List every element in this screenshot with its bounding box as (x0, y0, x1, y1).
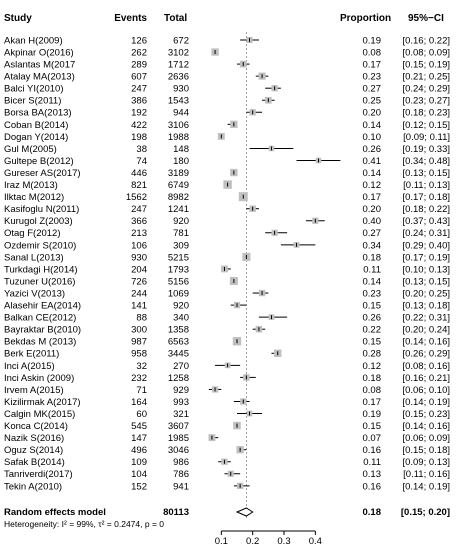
table-row (4, 337, 450, 348)
table-row (4, 132, 450, 143)
table-row (4, 72, 450, 83)
ci-value: [0.06; 0.10] (402, 384, 450, 396)
table-row (4, 361, 450, 372)
proportion-value: 0.15 (362, 421, 381, 432)
proportion-value: 0.26 (362, 143, 381, 155)
total-value: 3106 (167, 119, 189, 131)
events-value: 141 (131, 300, 147, 312)
ci-value: [0.08; 0.09] (402, 47, 450, 59)
study-name: Calgin MK(2015) (4, 408, 76, 420)
ci-value: [0.34; 0.48] (402, 155, 450, 167)
study-name: Bekdas M (2013) (4, 336, 77, 348)
proportion-value: 0.23 (362, 71, 381, 83)
table-row (4, 35, 450, 46)
total-value: 3102 (167, 47, 189, 59)
proportion-value: 0.34 (362, 240, 381, 252)
proportion-value: 0.14 (362, 167, 381, 179)
ci-value: [0.10; 0.13] (402, 264, 450, 276)
summary-proportion: 0.18 (362, 507, 381, 518)
events-value: 247 (131, 204, 147, 216)
ci-value: [0.23; 0.27] (402, 95, 450, 107)
table-row (4, 288, 450, 299)
table-row (4, 144, 450, 155)
ci-value: [0.17; 0.18] (402, 192, 450, 204)
table-row (4, 325, 450, 336)
study-name: Konca C(2014) (4, 421, 68, 432)
proportion-value: 0.41 (362, 155, 381, 167)
ci-value: [0.12; 0.15] (402, 119, 450, 131)
total-value: 3046 (167, 445, 189, 457)
total-value: 8982 (167, 192, 189, 204)
events-value: 198 (131, 131, 147, 143)
ci-value: [0.21; 0.25] (402, 71, 450, 83)
proportion-value: 0.25 (362, 95, 381, 107)
total-value: 180 (173, 155, 189, 167)
table-row (4, 313, 450, 324)
study-name: Akpinar O(2016) (4, 47, 74, 59)
total-value: 1241 (167, 204, 189, 216)
study-name: Nazik S(2016) (4, 433, 65, 445)
study-name: Iraz M(2013) (4, 180, 58, 191)
study-name: Dogan Y(2014) (4, 131, 69, 143)
proportion-value: 0.11 (363, 457, 381, 469)
study-name: Safak B(2014) (4, 457, 65, 469)
events-value: 88 (136, 312, 147, 324)
total-value: 781 (173, 228, 189, 240)
proportion-value: 0.28 (362, 348, 381, 360)
ci-value: [0.29; 0.40] (402, 240, 450, 252)
x-axis-tick-label: 0.4 (308, 536, 322, 547)
study-name: Gul M(2005) (4, 143, 57, 155)
proportion-value: 0.08 (362, 384, 381, 396)
events-value: 71 (136, 384, 147, 396)
ci-value: [0.13; 0.18] (402, 300, 450, 312)
ci-value: [0.37; 0.43] (402, 216, 450, 228)
events-value: 147 (131, 433, 147, 445)
study-name: Inci Askin (2009) (4, 372, 75, 384)
ci-value: [0.13; 0.15] (402, 276, 450, 288)
study-name: Atalay MA(2013) (4, 71, 75, 83)
events-value: 821 (131, 180, 147, 191)
study-name: Kizilirmak A(2017) (4, 396, 81, 408)
total-value: 1069 (167, 288, 189, 300)
table-row (4, 433, 450, 444)
total-value: 944 (173, 107, 189, 119)
total-value: 6749 (167, 180, 189, 191)
total-value: 6563 (167, 336, 189, 348)
ci-value: [0.15; 0.18] (402, 445, 450, 457)
ci-value: [0.24; 0.29] (402, 83, 450, 95)
study-name: Ozdemir S(2010) (4, 240, 77, 252)
proportion-value: 0.15 (362, 300, 381, 312)
events-value: 204 (131, 264, 147, 276)
study-name: Turkdagi H(2014) (4, 264, 78, 276)
table-row (4, 96, 450, 107)
events-value: 300 (131, 324, 147, 336)
x-axis-tick-label: 0.1 (214, 536, 228, 547)
ci-value: [0.06; 0.09] (402, 433, 450, 445)
proportion-value: 0.16 (362, 445, 381, 457)
study-name: Yazici V(2013) (4, 288, 66, 300)
study-name: Borsa BA(2013) (4, 107, 72, 119)
total-value: 309 (173, 240, 189, 252)
total-value: 1358 (167, 324, 189, 336)
ci-value: [0.16; 0.22] (402, 35, 450, 47)
study-name: Oguz S(2014) (4, 445, 64, 457)
ci-value: [0.11; 0.13] (403, 180, 450, 191)
ci-value: [0.09; 0.13] (402, 457, 450, 469)
events-value: 74 (136, 155, 147, 167)
total-value: 340 (173, 312, 189, 324)
study-name: Inci A(2015) (4, 360, 55, 372)
total-value: 1985 (167, 433, 189, 445)
ci-value: [0.15; 0.19] (402, 59, 450, 71)
events-value: 164 (131, 396, 147, 408)
summary-label: Random effects model (4, 507, 106, 518)
x-axis-tick-label: 0.2 (246, 536, 260, 547)
ci-value: [0.17; 0.19] (402, 252, 450, 264)
table-row (4, 421, 450, 432)
total-value: 930 (173, 83, 189, 95)
events-value: 422 (131, 119, 147, 131)
ci-value: [0.14; 0.19] (402, 396, 450, 408)
table-row (4, 481, 450, 492)
study-rows (4, 35, 450, 492)
proportion-value: 0.26 (362, 312, 381, 324)
events-value: 930 (131, 252, 147, 264)
ci-value: [0.26; 0.29] (402, 348, 450, 360)
table-row (4, 216, 450, 227)
ci-value: [0.16; 0.21] (402, 372, 450, 384)
proportion-value: 0.23 (362, 288, 381, 300)
ci-value: [0.19; 0.33] (402, 143, 450, 155)
total-value: 1543 (167, 95, 189, 107)
total-value: 270 (173, 360, 189, 372)
table-row (4, 204, 450, 215)
total-value: 3445 (167, 348, 189, 360)
proportion-value: 0.17 (362, 59, 381, 71)
total-value: 993 (173, 396, 189, 408)
study-name: Gultepe B(2012) (4, 155, 74, 167)
ci-value: [0.14; 0.16] (402, 421, 450, 432)
total-value: 1712 (167, 59, 189, 71)
ci-value: [0.22; 0.31] (402, 312, 450, 324)
events-value: 366 (131, 216, 147, 228)
ci-value: [0.18; 0.22] (402, 204, 450, 216)
events-value: 109 (131, 457, 147, 469)
events-value: 262 (131, 47, 147, 59)
summary-ci: [0.15; 0.20] (400, 507, 450, 518)
events-value: 152 (131, 481, 147, 493)
proportion-value: 0.17 (362, 396, 381, 408)
table-row (4, 397, 450, 408)
events-value: 213 (131, 228, 147, 240)
x-axis (215, 531, 322, 547)
summary-total: 80113 (163, 507, 189, 518)
summary-diamond (237, 508, 253, 516)
total-value: 1258 (167, 372, 189, 384)
study-name: Akan H(2009) (4, 35, 63, 47)
table-row (4, 180, 450, 191)
events-value: 106 (131, 240, 147, 252)
proportion-value: 0.14 (362, 276, 381, 288)
study-name: Bayraktar B(2010) (4, 324, 82, 336)
proportion-value: 0.15 (362, 336, 381, 348)
table-row (4, 47, 450, 58)
ci-value: [0.08; 0.16] (402, 360, 450, 372)
proportion-value: 0.17 (362, 192, 381, 204)
study-name: Aslantas M(2017 (4, 59, 76, 71)
study-name: Bicer S(2011) (4, 95, 62, 107)
table-row (4, 385, 450, 396)
heterogeneity-text: Heterogeneity: I² = 99%, τ² = 0.2474, p = 0 (4, 519, 164, 529)
proportion-value: 0.27 (362, 83, 381, 95)
total-value: 920 (173, 300, 189, 312)
study-name: Ilktac M(2012) (4, 192, 65, 204)
proportion-value: 0.40 (362, 216, 381, 228)
events-value: 247 (131, 83, 147, 95)
ci-value: [0.13; 0.15] (402, 167, 450, 179)
total-value: 2636 (167, 71, 189, 83)
events-value: 104 (131, 469, 147, 481)
study-name: Berk E(2011) (4, 348, 60, 360)
total-value: 986 (173, 457, 189, 469)
summary-row (4, 507, 450, 518)
events-value: 726 (131, 276, 147, 288)
table-row (4, 301, 450, 312)
total-value: 1988 (167, 131, 189, 143)
table-row (4, 84, 450, 95)
study-name: Balkan CE(2012) (4, 312, 77, 324)
total-value: 5156 (167, 276, 189, 288)
proportion-value: 0.27 (362, 228, 381, 240)
total-value: 5215 (167, 252, 189, 264)
ci-value: [0.20; 0.25] (402, 288, 450, 300)
proportion-value: 0.12 (362, 360, 381, 372)
events-value: 987 (131, 336, 147, 348)
study-name: Tanriverdi(2017) (4, 469, 73, 481)
proportion-value: 0.10 (362, 131, 381, 143)
table-row (4, 240, 450, 251)
events-value: 496 (131, 445, 147, 457)
events-value: 1562 (125, 192, 147, 204)
events-value: 32 (136, 360, 147, 372)
study-name: Otag F(2012) (4, 228, 61, 240)
total-value: 321 (173, 408, 189, 420)
study-name: Kasifoglu N(2011) (4, 204, 80, 216)
ci-value: [0.11; 0.16] (403, 469, 450, 481)
events-value: 232 (131, 372, 147, 384)
events-value: 38 (136, 143, 147, 155)
table-row (4, 457, 450, 468)
study-name: Balci YI(2010) (4, 83, 64, 95)
table-row (4, 264, 450, 275)
ci-value: [0.20; 0.24] (402, 324, 450, 336)
study-name: Gureser AS(2017) (4, 167, 81, 179)
study-name: Tekin A(2010) (4, 481, 63, 493)
header-total: Total (164, 13, 188, 24)
proportion-value: 0.18 (362, 372, 381, 384)
total-value: 786 (173, 469, 189, 481)
header-proportion: Proportion (340, 13, 392, 24)
proportion-value: 0.18 (362, 252, 381, 264)
table-row (4, 156, 450, 167)
table-row (4, 445, 450, 456)
proportion-value: 0.20 (362, 107, 381, 119)
proportion-value: 0.20 (362, 204, 381, 216)
table-row (4, 409, 450, 420)
table-row (4, 276, 450, 287)
ci-value: [0.14; 0.19] (402, 481, 450, 493)
total-value: 3607 (167, 421, 189, 432)
events-value: 289 (131, 59, 147, 71)
table-row (4, 60, 450, 71)
proportion-value: 0.12 (362, 180, 381, 191)
header-ci: 95%−CI (408, 13, 444, 24)
study-name: Tuzuner U(2016) (4, 276, 76, 288)
study-name: Irvem A(2015) (4, 384, 64, 396)
total-value: 920 (173, 216, 189, 228)
study-name: Sanal L(2013) (4, 252, 64, 264)
events-value: 192 (131, 107, 147, 119)
ci-value: [0.09; 0.11] (403, 131, 450, 143)
table-row (4, 228, 450, 239)
events-value: 126 (131, 35, 147, 47)
proportion-value: 0.14 (362, 119, 381, 131)
events-value: 545 (131, 421, 147, 432)
events-value: 244 (131, 288, 147, 300)
events-value: 607 (131, 71, 147, 83)
table-row (4, 469, 450, 480)
proportion-value: 0.07 (362, 433, 381, 445)
ci-value: [0.24; 0.31] (402, 228, 450, 240)
study-name: Kurugol Z(2003) (4, 216, 73, 228)
proportion-value: 0.19 (362, 408, 381, 420)
proportion-value: 0.16 (362, 481, 381, 493)
events-value: 386 (131, 95, 147, 107)
table-row (4, 252, 450, 263)
table-row (4, 373, 450, 384)
ci-value: [0.15; 0.23] (402, 408, 450, 420)
header-study: Study (4, 13, 32, 24)
table-row (4, 120, 450, 131)
proportion-value: 0.13 (362, 469, 381, 481)
events-value: 446 (131, 167, 147, 179)
total-value: 941 (173, 481, 189, 493)
x-axis-tick-label: 0.3 (277, 536, 291, 547)
ci-value: [0.18; 0.23] (402, 107, 450, 119)
total-value: 672 (173, 35, 189, 47)
header-events: Events (114, 13, 147, 24)
study-name: Alasehir EA(2014) (4, 300, 82, 312)
table-row (4, 349, 450, 360)
proportion-value: 0.11 (363, 264, 381, 276)
ci-value: [0.14; 0.16] (402, 336, 450, 348)
total-value: 929 (173, 384, 189, 396)
study-name: Coban B(2014) (4, 119, 69, 131)
proportion-value: 0.19 (362, 35, 381, 47)
events-value: 958 (131, 348, 147, 360)
total-value: 3189 (167, 167, 189, 179)
table-row (4, 192, 450, 203)
total-value: 148 (173, 143, 189, 155)
events-value: 60 (136, 408, 147, 420)
table-row (4, 108, 450, 119)
total-value: 1793 (167, 264, 189, 276)
proportion-value: 0.08 (362, 47, 381, 59)
proportion-value: 0.22 (362, 324, 381, 336)
table-row (4, 168, 450, 179)
